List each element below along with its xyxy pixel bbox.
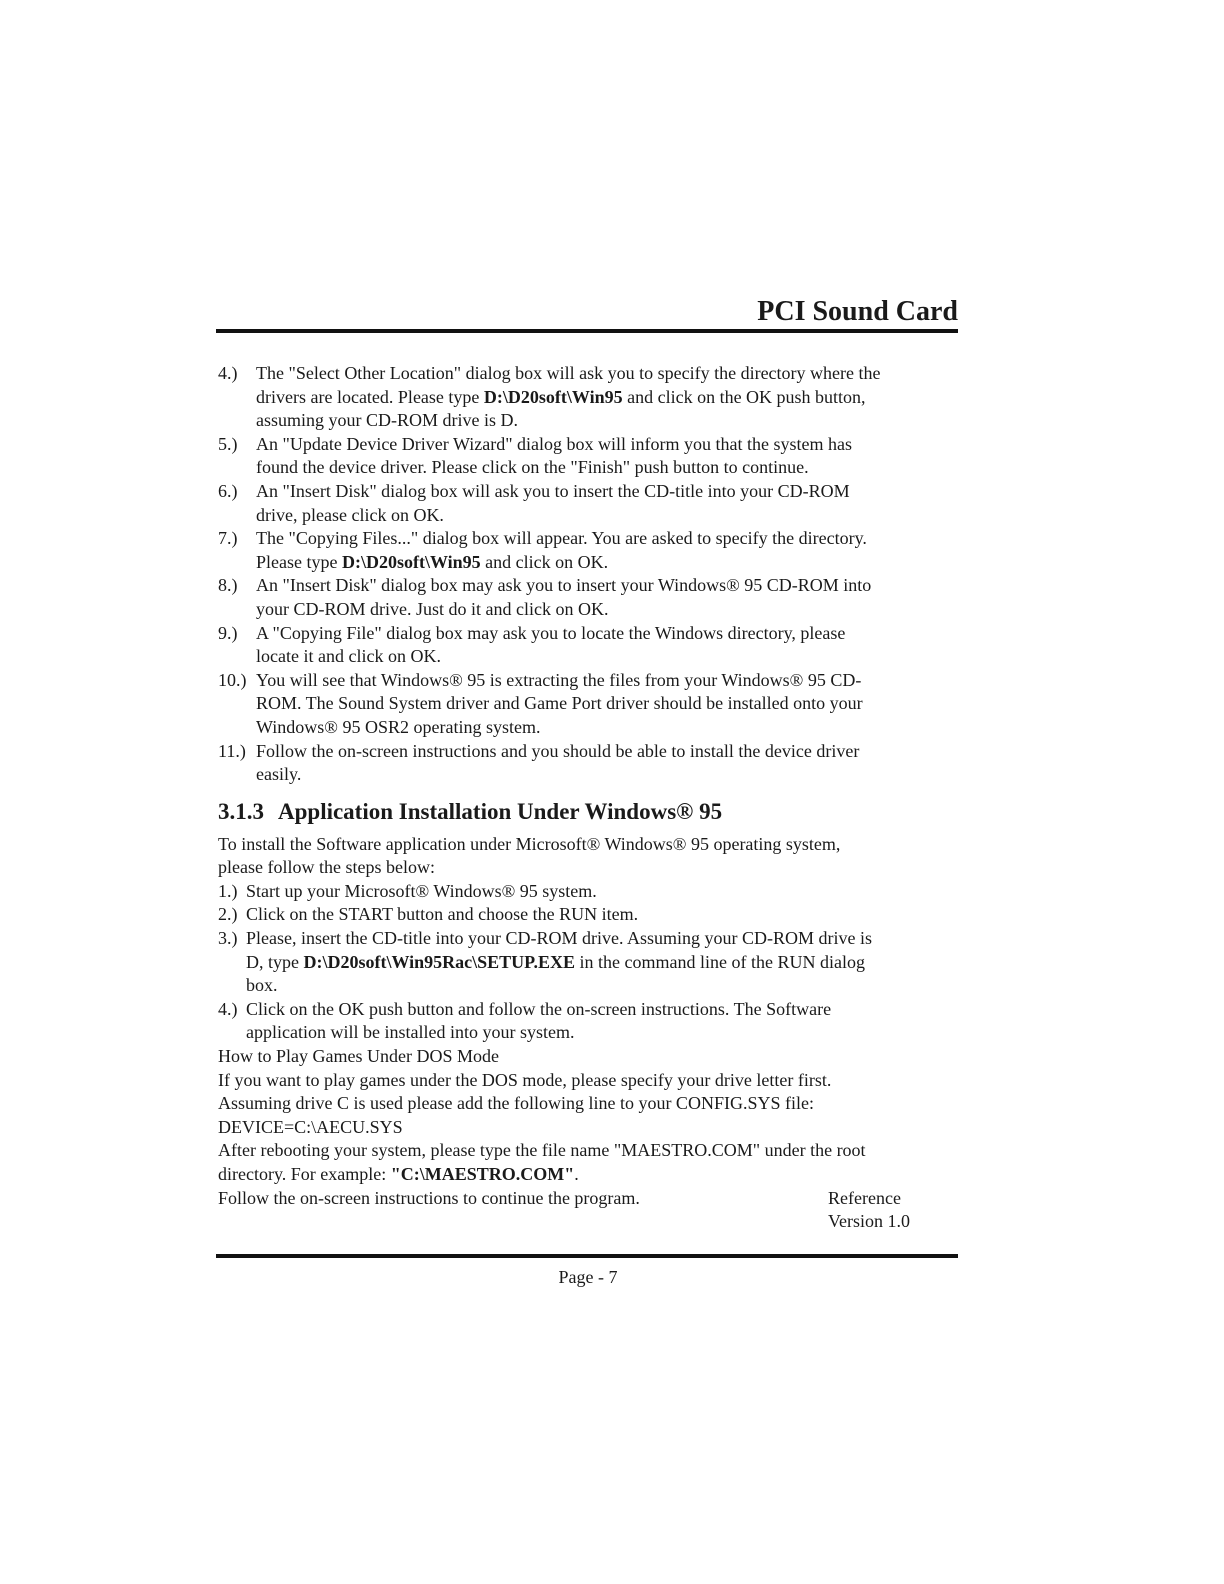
step-line: easily. <box>256 764 302 785</box>
step-line: An "Update Device Driver Wizard" dialog box will inform you that the system has <box>256 433 852 454</box>
step-line: Follow the on-screen instructions and you should be able to install the device driver <box>256 740 860 761</box>
path-text: D:\D20soft\Win95Rac\SETUP.EXE <box>303 951 576 972</box>
step-number: 2.) <box>218 904 238 925</box>
reference-note <box>828 1187 910 1234</box>
driver-step-7 <box>218 527 958 574</box>
driver-step-6 <box>218 480 958 527</box>
dos-line: After rebooting your system, please type the file name "MAESTRO.COM" under the root <box>218 1140 866 1161</box>
dos-line: If you want to play games under the DOS mode, please specify your drive letter first. <box>218 1069 832 1090</box>
footer-rule <box>216 1254 958 1258</box>
config-line: DEVICE=C:\AECU.SYS <box>218 1116 403 1137</box>
step-number: 11.) <box>218 740 246 761</box>
intro-line: please follow the steps below: <box>218 857 435 878</box>
step-line: box. <box>246 975 278 996</box>
page-number: Page - 7 <box>558 1267 618 1287</box>
dos-line: Assuming drive C is used please add the following line to your CONFIG.SYS file: <box>218 1093 814 1114</box>
step-line: You will see that Windows® 95 is extracting the files from your Windows® 95 CD- <box>256 669 862 690</box>
dos-heading: How to Play Games Under DOS Mode <box>218 1046 499 1067</box>
app-step-1 <box>218 880 958 904</box>
step-number: 8.) <box>218 575 238 596</box>
step-line: Please, insert the CD-title into your CD-ROM drive. Assuming your CD-ROM drive is <box>246 928 872 949</box>
section-heading <box>218 797 958 827</box>
step-line: ROM. The Sound System driver and Game Port driver should be installed onto your <box>256 693 863 714</box>
page-header-title: PCI Sound Card <box>757 296 958 327</box>
step-number: 4.) <box>218 998 238 1019</box>
step-line: drive, please click on OK. <box>256 504 444 525</box>
step-line: An "Insert Disk" dialog box will ask you to insert the CD-title into your CD-ROM <box>256 480 850 501</box>
step-line: Windows® 95 OSR2 operating system. <box>256 716 541 737</box>
step-number: 6.) <box>218 480 238 501</box>
app-step-2 <box>218 903 958 927</box>
step-number: 5.) <box>218 433 238 454</box>
driver-step-4 <box>218 362 958 433</box>
step-number: 9.) <box>218 622 238 643</box>
section-title: Application Installation Under Windows® 95 <box>278 798 723 824</box>
driver-step-5 <box>218 433 958 480</box>
step-line: locate it and click on OK. <box>256 646 441 667</box>
driver-step-10 <box>218 669 958 740</box>
step-line: A "Copying File" dialog box may ask you to locate the Windows directory, please <box>256 622 846 643</box>
section-number: 3.1.3 <box>218 798 264 824</box>
header-rule <box>216 329 958 333</box>
driver-step-11 <box>218 740 958 787</box>
dos-line: directory. For example: "C:\MAESTRO.COM". <box>218 1164 579 1184</box>
step-line: D, type D:\D20soft\Win95Rac\SETUP.EXE in the command line of the RUN dialog <box>246 951 865 972</box>
driver-step-9 <box>218 622 958 669</box>
step-number: 10.) <box>218 669 247 690</box>
version-label: Version 1.0 <box>828 1211 910 1232</box>
step-number: 4.) <box>218 363 238 383</box>
step-line: assuming your CD-ROM drive is D. <box>256 410 518 431</box>
step-line: drivers are located. Please type D:\D20soft\Win95 and click on the OK push button, <box>256 386 866 407</box>
step-line: The "Select Other Location" dialog box will ask you to specify the directory where the <box>256 363 881 383</box>
example-command: "C:\MAESTRO.COM" <box>390 1164 575 1184</box>
step-line: An "Insert Disk" dialog box may ask you to insert your Windows® 95 CD-ROM into <box>256 575 872 596</box>
step-line: found the device driver. Please click on the "Finish" push button to continue. <box>256 457 809 478</box>
step-line: application will be installed into your system. <box>246 1022 575 1043</box>
step-line: Click on the OK push button and follow the on-screen instructions. The Software <box>246 998 832 1019</box>
dos-last-row <box>218 1187 958 1232</box>
step-number: 3.) <box>218 928 238 949</box>
app-step-3 <box>218 927 958 998</box>
path-text: D:\D20soft\Win95 <box>341 551 481 572</box>
reference-label: Reference <box>828 1187 901 1208</box>
app-step-4 <box>218 998 958 1045</box>
step-line: Start up your Microsoft® Windows® 95 system. <box>246 880 597 901</box>
step-line: Please type D:\D20soft\Win95 and click on OK. <box>256 551 609 572</box>
dos-line: Follow the on-screen instructions to continue the program. <box>218 1187 640 1208</box>
step-number: 1.) <box>218 880 238 901</box>
intro-line: To install the Software application under Microsoft® Windows® 95 operating system, <box>218 833 841 854</box>
step-line: Click on the START button and choose the RUN item. <box>246 904 639 925</box>
step-line: The "Copying Files..." dialog box will appear. You are asked to specify the directory. <box>256 528 867 549</box>
driver-step-8 <box>218 574 958 621</box>
step-number: 7.) <box>218 528 238 549</box>
path-text: D:\D20soft\Win95 <box>483 386 623 407</box>
page-content <box>218 362 958 1232</box>
step-line: your CD-ROM drive. Just do it and click on OK. <box>256 598 609 619</box>
intro-paragraph <box>218 833 958 880</box>
